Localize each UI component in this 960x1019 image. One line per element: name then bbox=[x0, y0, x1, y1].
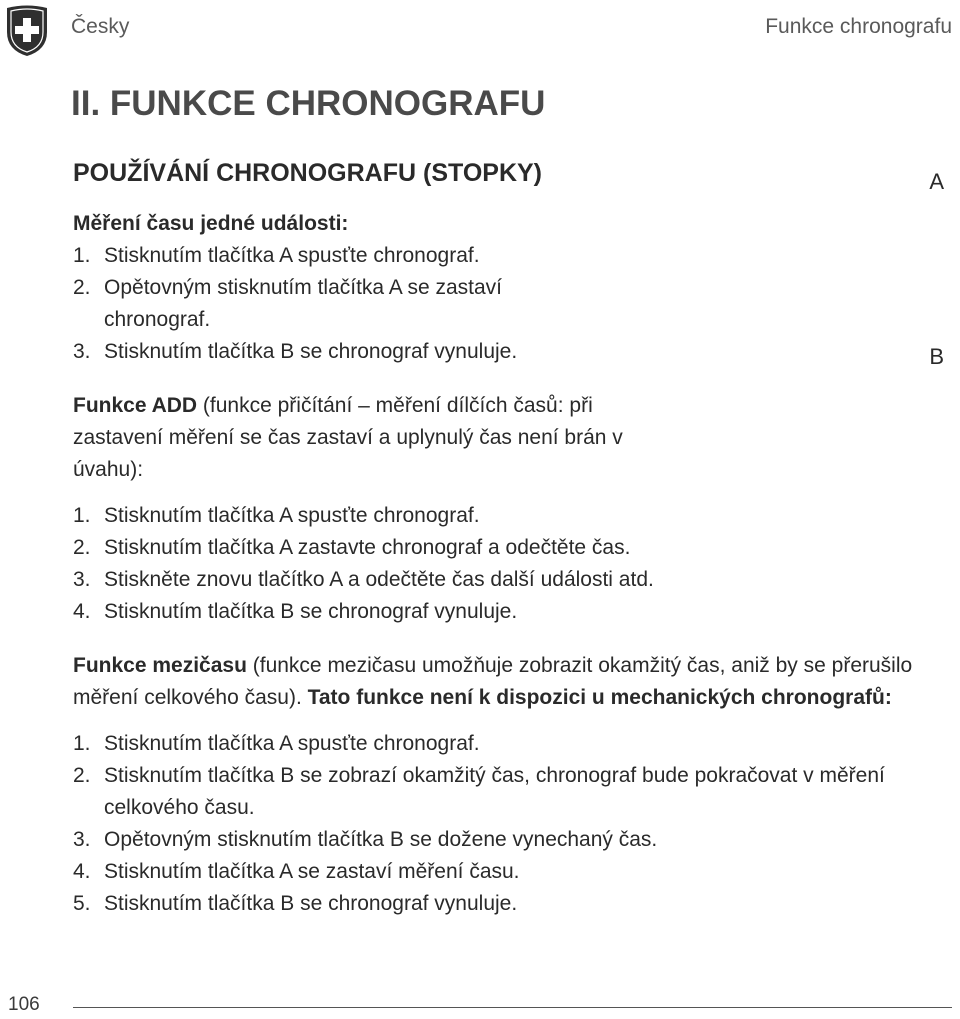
list-item: 3. Opětovným stisknutím tlačítka B se dožene vynechaný čas. bbox=[73, 828, 658, 851]
split-function-steps bbox=[73, 728, 953, 920]
add-function-description: (funkce přičítání – měření dílčích časů: při zastavení měření se čas zastaví a uplynulý čas není brán v úvahu): bbox=[73, 394, 623, 481]
brand-shield-cross-logo bbox=[4, 4, 50, 58]
list-item: 4. Stisknutím tlačítka B se chronograf vynuluje. bbox=[73, 600, 518, 623]
list-item: 1. Stisknutím tlačítka A spusťte chronograf. bbox=[73, 504, 480, 527]
list-item: 4. Stisknutím tlačítka A se zastaví měření času. bbox=[73, 860, 520, 883]
page-title: II. FUNKCE CHRONOGRAFU bbox=[71, 84, 546, 123]
add-function-intro bbox=[73, 390, 673, 486]
split-function-description: (funkce mezičasu umožňuje zobrazit okamžitý čas, aniž by se přerušilo měření celkového času). bbox=[73, 654, 913, 709]
header-section-title: Funkce chronografu bbox=[765, 15, 952, 38]
header-language: Česky bbox=[71, 15, 130, 38]
split-function-heading: Funkce mezičasu bbox=[73, 654, 247, 677]
list-item: 3. Stiskněte znovu tlačítko A a odečtěte čas další události atd. bbox=[73, 568, 654, 591]
single-event-steps bbox=[73, 240, 953, 368]
page-number: 106 bbox=[8, 994, 40, 1015]
list-item: 2. Opětovným stisknutím tlačítka A se zastaví chronograf. bbox=[73, 276, 502, 331]
list-item: 5. Stisknutím tlačítka B se chronograf vynuluje. bbox=[73, 892, 518, 915]
button-a-label: A bbox=[929, 169, 944, 194]
document-body bbox=[73, 155, 953, 920]
add-function-heading: Funkce ADD bbox=[73, 394, 198, 417]
split-function-note: Tato funkce není k dispozici u mechanických chronografů: bbox=[307, 686, 892, 709]
add-function-steps bbox=[73, 500, 953, 628]
list-item: 1. Stisknutím tlačítka A spusťte chronograf. bbox=[73, 244, 480, 267]
footer-divider bbox=[73, 1007, 952, 1008]
button-b-label: B bbox=[929, 344, 944, 369]
section-title: POUŽÍVÁNÍ CHRONOGRAFU (STOPKY) bbox=[73, 159, 542, 187]
list-item: 3. Stisknutím tlačítka B se chronograf vynuluje. bbox=[73, 340, 518, 363]
list-item: 2. Stisknutím tlačítka B se zobrazí okamžitý čas, chronograf bude pokračovat v měření celkového času. bbox=[73, 764, 885, 819]
list-item: 1. Stisknutím tlačítka A spusťte chronograf. bbox=[73, 732, 480, 755]
split-function-intro bbox=[73, 650, 953, 714]
list-item: 2. Stisknutím tlačítka A zastavte chronograf a odečtěte čas. bbox=[73, 536, 631, 559]
single-event-heading: Měření času jedné události: bbox=[73, 212, 349, 235]
